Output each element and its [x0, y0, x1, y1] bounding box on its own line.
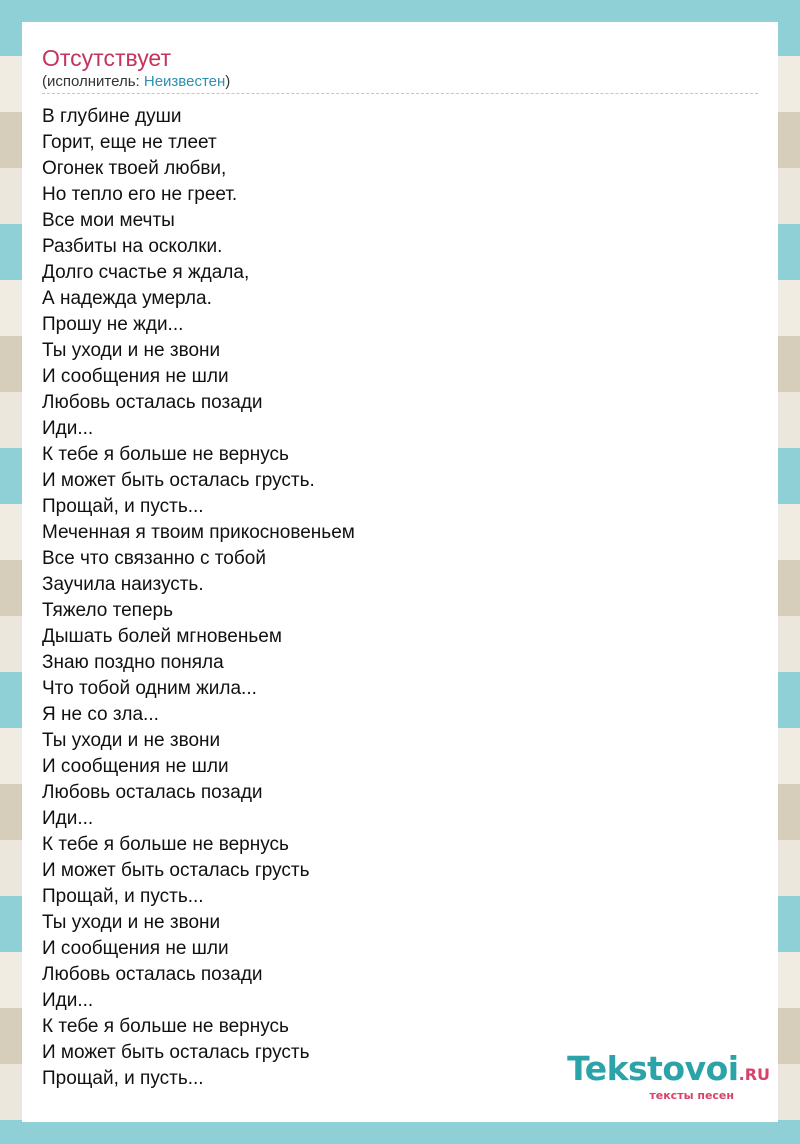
lyrics-card — [22, 22, 778, 1122]
lyric-line: Иди... — [42, 418, 94, 439]
lyric-line: Любовь осталась позади — [42, 782, 263, 803]
lyric-line: Но тепло его не греет. — [42, 184, 238, 205]
lyric-line: Прощай, и пусть... — [42, 496, 204, 517]
site-logo[interactable] — [567, 1049, 770, 1102]
lyric-line: Любовь осталась позади — [42, 392, 263, 413]
lyric-line: Разбиты на осколки. — [42, 236, 223, 257]
lyric-line: Прощай, и пусть... — [42, 1068, 204, 1089]
lyric-line: Любовь осталась позади — [42, 964, 263, 985]
lyric-line: Тяжело теперь — [42, 600, 173, 621]
logo-tagline: тексты песен — [649, 1089, 734, 1102]
lyric-line: К тебе я больше не вернусь — [42, 834, 289, 855]
logo-wordmark — [567, 1049, 770, 1092]
lyric-line: И сообщения не шли — [42, 366, 229, 387]
logo-name: Tekstovoi — [567, 1049, 739, 1088]
title-divider — [42, 93, 758, 94]
lyric-line: Иди... — [42, 808, 94, 829]
lyric-line: Заучила наизусть. — [42, 574, 204, 595]
lyric-line: И может быть осталась грусть — [42, 1042, 310, 1063]
lyric-line: Огонек твоей любви, — [42, 158, 227, 179]
artist-link[interactable]: Неизвестен — [143, 73, 226, 90]
logo-tld: .RU — [738, 1065, 770, 1084]
lyric-line: И сообщения не шли — [42, 756, 229, 777]
lyric-line: Горит, еще не тлеет — [42, 132, 217, 153]
lyric-line: А надежда умерла. — [42, 288, 212, 309]
lyric-line: К тебе я больше не вернусь — [42, 444, 289, 465]
lyric-line: Я не со зла... — [42, 704, 159, 725]
lyric-line: Ты уходи и не звони — [42, 730, 221, 751]
lyrics-text — [42, 104, 355, 1092]
lyric-line: И сообщения не шли — [42, 938, 229, 959]
lyric-line: Знаю поздно поняла — [42, 652, 224, 673]
artist-line — [42, 73, 230, 91]
lyric-line: Все что связанно с тобой — [42, 548, 266, 569]
lyric-line: И может быть осталась грусть — [42, 860, 310, 881]
lyric-line: Долго счастье я ждала, — [42, 262, 250, 283]
lyric-line: Дышать болей мгновеньем — [42, 626, 282, 647]
lyric-line: Меченная я твоим прикосновеньем — [42, 522, 355, 543]
song-title: Отсутствует — [42, 45, 171, 71]
artist-suffix: ) — [225, 73, 231, 90]
artist-prefix: (исполнитель: — [42, 73, 144, 90]
lyric-line: Ты уходи и не звони — [42, 912, 221, 933]
lyric-line: В глубине души — [42, 106, 182, 127]
lyric-line: Прошу не жди... — [42, 314, 184, 335]
lyric-line: Иди... — [42, 990, 94, 1011]
lyric-line: К тебе я больше не вернусь — [42, 1016, 289, 1037]
lyric-line: Ты уходи и не звони — [42, 340, 221, 361]
lyric-line: Все мои мечты — [42, 210, 175, 231]
lyric-line: И может быть осталась грусть. — [42, 470, 315, 491]
lyric-line: Что тобой одним жила... — [42, 678, 257, 699]
lyric-line: Прощай, и пусть... — [42, 886, 204, 907]
